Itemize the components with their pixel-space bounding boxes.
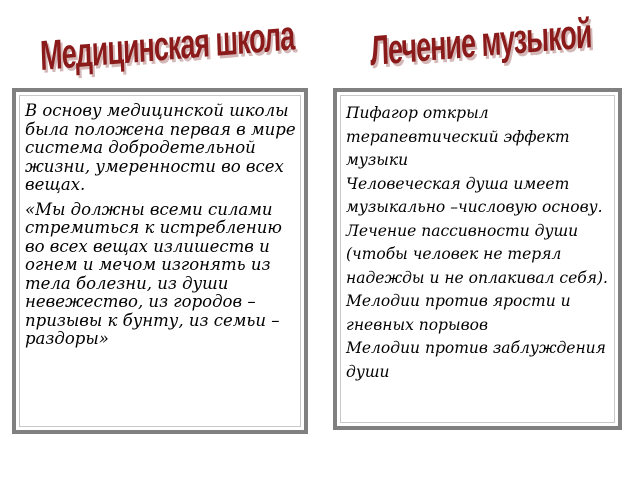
music-therapy-paragraph-2: Человеческая душа имеет музыкально –числовую основу.	[346, 174, 603, 216]
medical-school-panel	[12, 88, 308, 434]
title-medical-school: Медицинская школа	[39, 12, 295, 80]
medical-school-paragraph-1: В основу медицинской школы была положена первая в мире система добродетельной жизни, умеренности во всех вещах.	[25, 101, 296, 194]
music-therapy-paragraph-1: Пифагор открыл терапевтический эффект музыки	[346, 104, 570, 169]
music-therapy-paragraph-3: Лечение пассивности души (чтобы человек не терял надежды и не оплакивал себя).	[346, 221, 608, 287]
music-therapy-paragraph-5: Мелодии против заблуждения души	[346, 339, 606, 381]
music-therapy-paragraph-4: Мелодии против ярости и гневных порывов	[346, 292, 571, 334]
music-therapy-panel	[333, 88, 622, 430]
title-music-therapy: Лечение музыкой	[369, 10, 593, 75]
medical-school-paragraph-2: «Мы должны всеми силами стремиться к истреблению во всех вещах излишеств и огнем и мечом изгонять из тела болезни, из души невежество, из городов – призывы к бунту, из семьи – раздоры»	[25, 199, 282, 348]
